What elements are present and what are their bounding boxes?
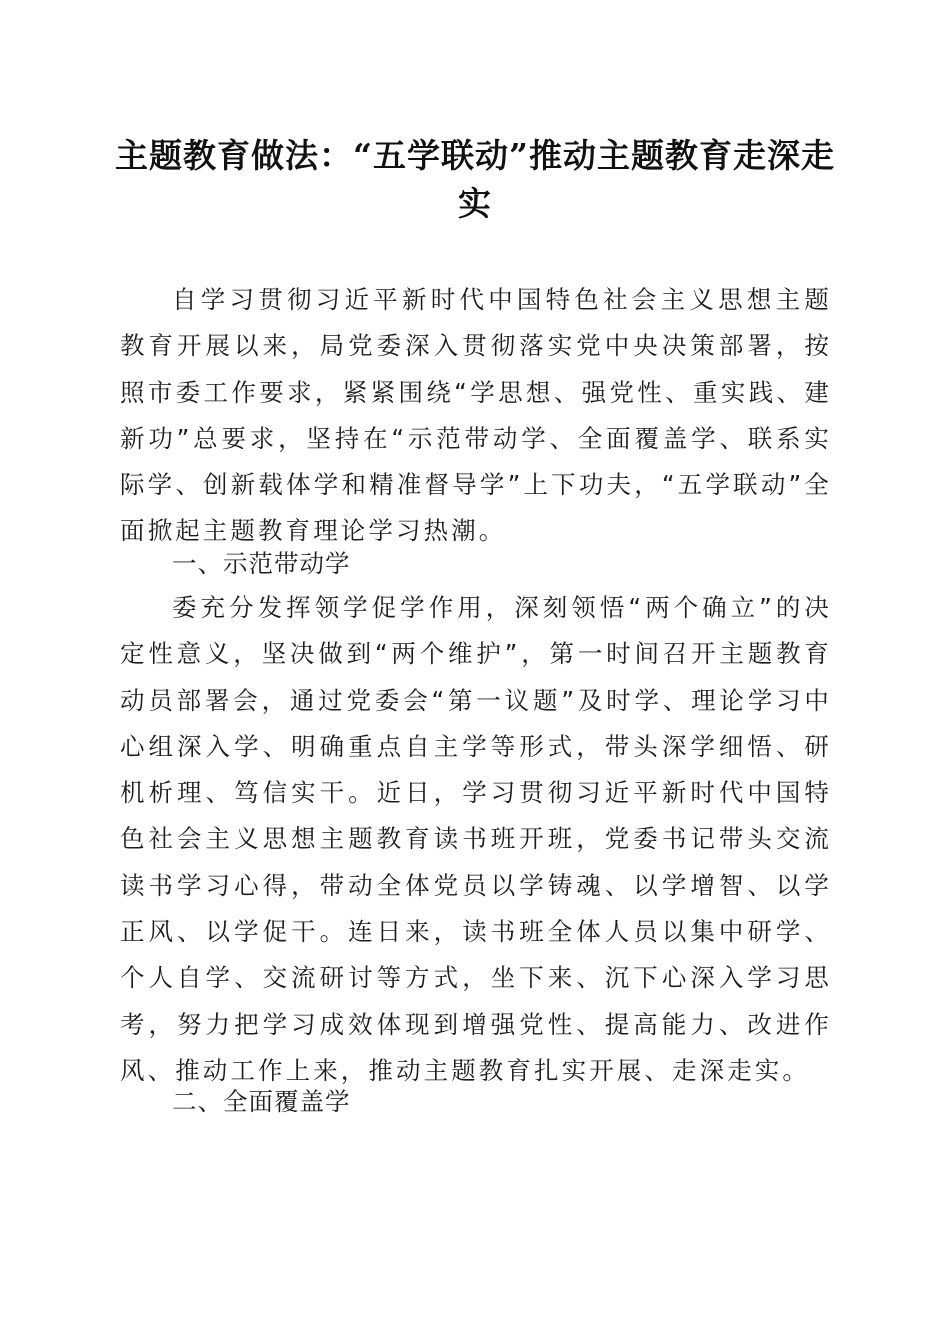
section-heading-2: 二、全面覆盖学 [172,1087,351,1116]
section-1-paragraph: 委充分发挥领学促学作用，深刻领悟“两个确立”的决定性意义，坚决做到“两个维护”，第一时间召开主题教育动员部署会，通过党委会“第一议题”及时学、理论学习中心组深入学、明确重点自主学等形式，带头深学细悟、研机析理、笃信实干。近日，学习贯彻习近平新时代中国特色社会主义思想主题教育读书班开班，党委书记带头交流读书学习心得，带动全体党员以学铸魂、以学增智、以学正风、以学促干。连日来，读书班全体人员以集中研学、个人自学、交流研讨等方式，坐下来、沉下心深入学习思考，努力把学习成效体现到增强党性、提高能力、改进作风、推动工作上来，推动主题教育扎实开展、走深走实。 [120,593,832,1085]
section-heading-1: 一、示范带动学 [172,549,351,578]
document-title: 主题教育做法：“五学联动”推动主题教育走深走实 [115,136,835,223]
intro-paragraph: 自学习贯彻习近平新时代中国特色社会主义思想主题教育开展以来，局党委深入贯彻落实党中央决策部署，按照市委工作要求，紧紧围绕“学思想、强党性、重实践、建新功”总要求，坚持在“示范带动学、全面覆盖学、联系实际学、创新载体学和精准督导学”上下功夫，“五学联动”全面掀起主题教育理论学习热潮。 [120,285,832,546]
